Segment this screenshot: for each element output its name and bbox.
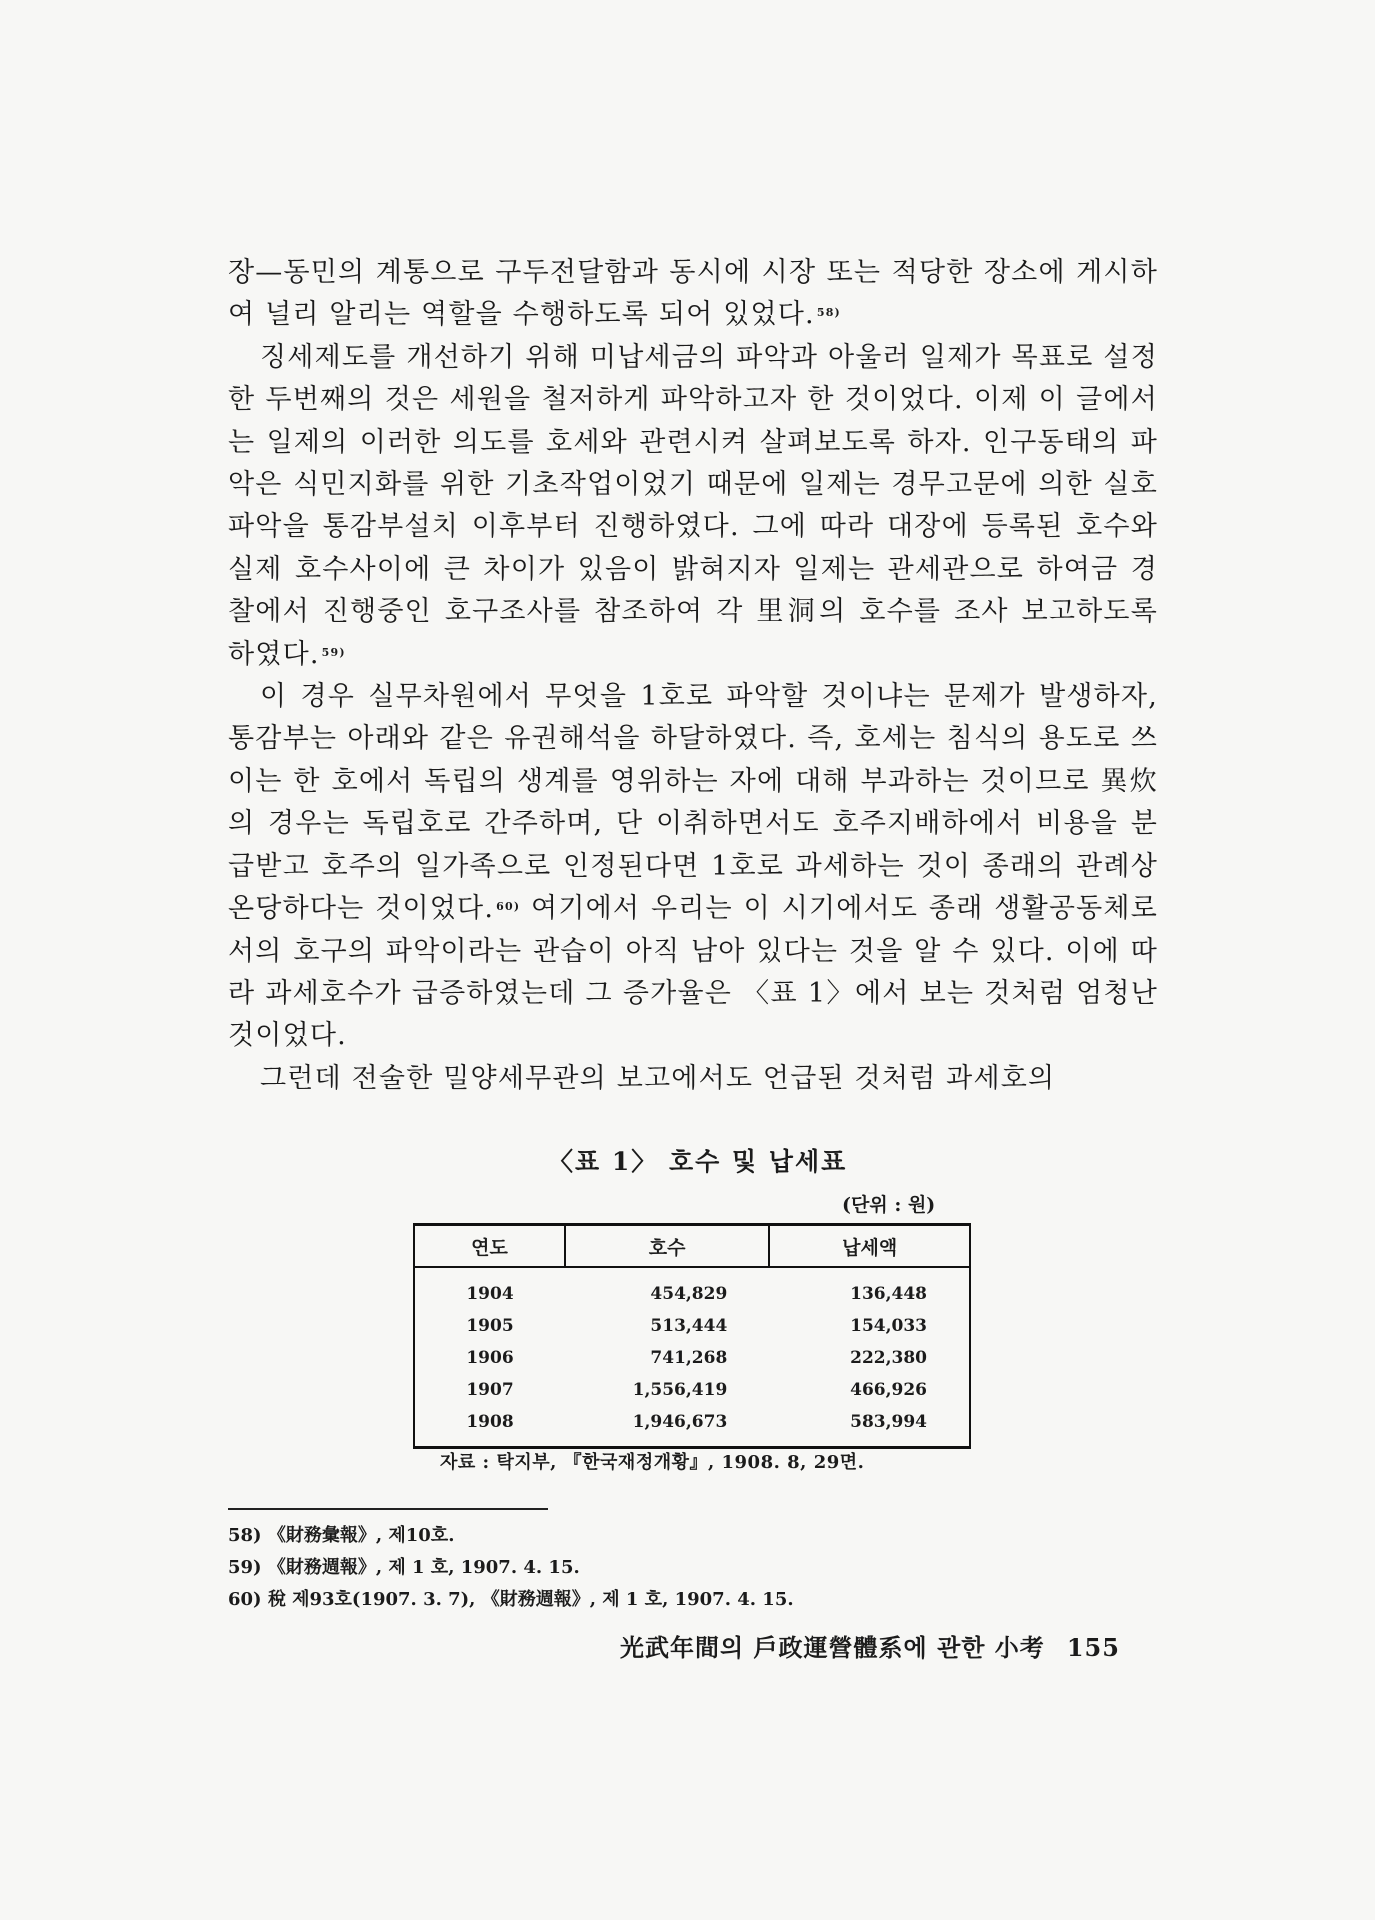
table-source: 자료 : 탁지부, 『한국재정개황』, 1908. 8, 29면. <box>440 1452 865 1473</box>
table-row <box>414 1310 970 1342</box>
cell-households: 741,268 <box>650 1348 728 1368</box>
footnote-60: 60) 稅 제93호(1907. 3. 7), 《財務週報》, 제 1 호, 1907. 4. 15. <box>228 1589 794 1610</box>
footnotes <box>228 1520 794 1616</box>
page-number: 155 <box>1066 1633 1120 1662</box>
cell-tax: 222,380 <box>769 1342 970 1374</box>
paragraph-4: 그런데 전술한 밀양세무관의 보고에서도 언급된 것처럼 과세호의 <box>260 1062 1056 1094</box>
header-year: 연도 <box>414 1225 565 1268</box>
table-row <box>414 1342 970 1374</box>
table-header-row <box>414 1225 970 1268</box>
footnote-ref-59: 59) <box>321 645 346 659</box>
cell-year: 1907 <box>414 1374 565 1406</box>
households-tax-table <box>413 1223 971 1449</box>
footnote-ref-60: 60) <box>496 900 521 914</box>
cell-households: 454,829 <box>650 1284 728 1304</box>
cell-households: 513,444 <box>650 1316 728 1336</box>
cell-tax: 136,448 <box>769 1267 970 1310</box>
footnote-58: 58) 《財務彙報》, 제10호. <box>228 1525 455 1546</box>
table-row <box>414 1406 970 1448</box>
paragraph-3: 이 경우 실무차원에서 무엇을 1호로 파악할 것이냐는 문제가 발생하자, 통감부는 아래와 같은 유권해석을 하달하였다. 즉, 호세는 침식의 용도로 쓰이는 한 호에서 독립의 생계를 영위하는 자에 대해 부과하는 것이므로 異炊의 경우는 독립호로 간주하며, 단 이취하면서도 호주지배하에서 비용을 분급받고 호주의 일가족으로 인정된다면 1호로 과세하는 것이 종래의 관례상 온당하다는 것이었다. $^{60)}$ 여기에서 우리는 이 시기에서도 종래 생활공동체로서의 호구의 파악이라는 관습이 아직 남아 있다는 것을 알 수 있다. 이에 따라 과세호수가 급증하였는데 그 증가율은 〈표 1〉에서 보는 것처럼 엄청난 것이었다. <box>228 681 1158 1052</box>
cell-tax: 583,994 <box>769 1406 970 1448</box>
running-title: 光武年間의 戶政運營體系에 관한 小考 <box>620 1633 1045 1662</box>
cell-year: 1904 <box>414 1267 565 1310</box>
cell-year: 1908 <box>414 1406 565 1448</box>
data-table-wrapper <box>413 1223 971 1449</box>
paragraph-1: 장—동민의 계통으로 구두전달함과 동시에 시장 또는 적당한 장소에 게시하여 널리 알리는 역할을 수행하도록 되어 있었다. $^{58)}$ <box>228 257 1158 331</box>
running-footer <box>620 1628 1120 1663</box>
cell-tax: 466,926 <box>769 1374 970 1406</box>
table-row <box>414 1374 970 1406</box>
footnote-divider <box>228 1508 548 1510</box>
table-title: 〈표 1〉 호수 및 납세표 <box>548 1147 848 1176</box>
cell-tax: 154,033 <box>769 1310 970 1342</box>
paragraph-2: 징세제도를 개선하기 위해 미납세금의 파악과 아울러 일제가 목표로 설정한 두번째의 것은 세원을 철저하게 파악하고자 한 것이었다. 이제 이 글에서는 일제의 이러한 의도를 호세와 관련시켜 살펴보도록 하자. 인구동태의 파악은 식민지화를 위한 기초작업이었기 때문에 일제는 경무고문에 의한 실호 파악을 통감부설치 이후부터 진행하였다. 그에 따라 대장에 등록된 호수와 실제 호수사이에 큰 차이가 있음이 밝혀지자 일제는 관세관으로 하여금 경찰에서 진행중인 호구조사를 참조하여 각 里洞의 호수를 조사 보고하도록 하였다. $^{59)}$ <box>228 341 1158 670</box>
footnote-59: 59) 《財務週報》, 제 1 호, 1907. 4. 15. <box>228 1557 580 1578</box>
cell-households: 1,946,673 <box>632 1412 728 1432</box>
footnote-ref-58: 58) <box>816 306 841 320</box>
table-unit: (단위 : 원) <box>842 1194 936 1216</box>
cell-households: 1,556,419 <box>632 1380 728 1400</box>
header-households: 호수 <box>565 1225 769 1268</box>
cell-year: 1905 <box>414 1310 565 1342</box>
header-tax: 납세액 <box>769 1225 970 1268</box>
body-text <box>228 252 1158 1100</box>
table-row <box>414 1267 970 1310</box>
cell-year: 1906 <box>414 1342 565 1374</box>
